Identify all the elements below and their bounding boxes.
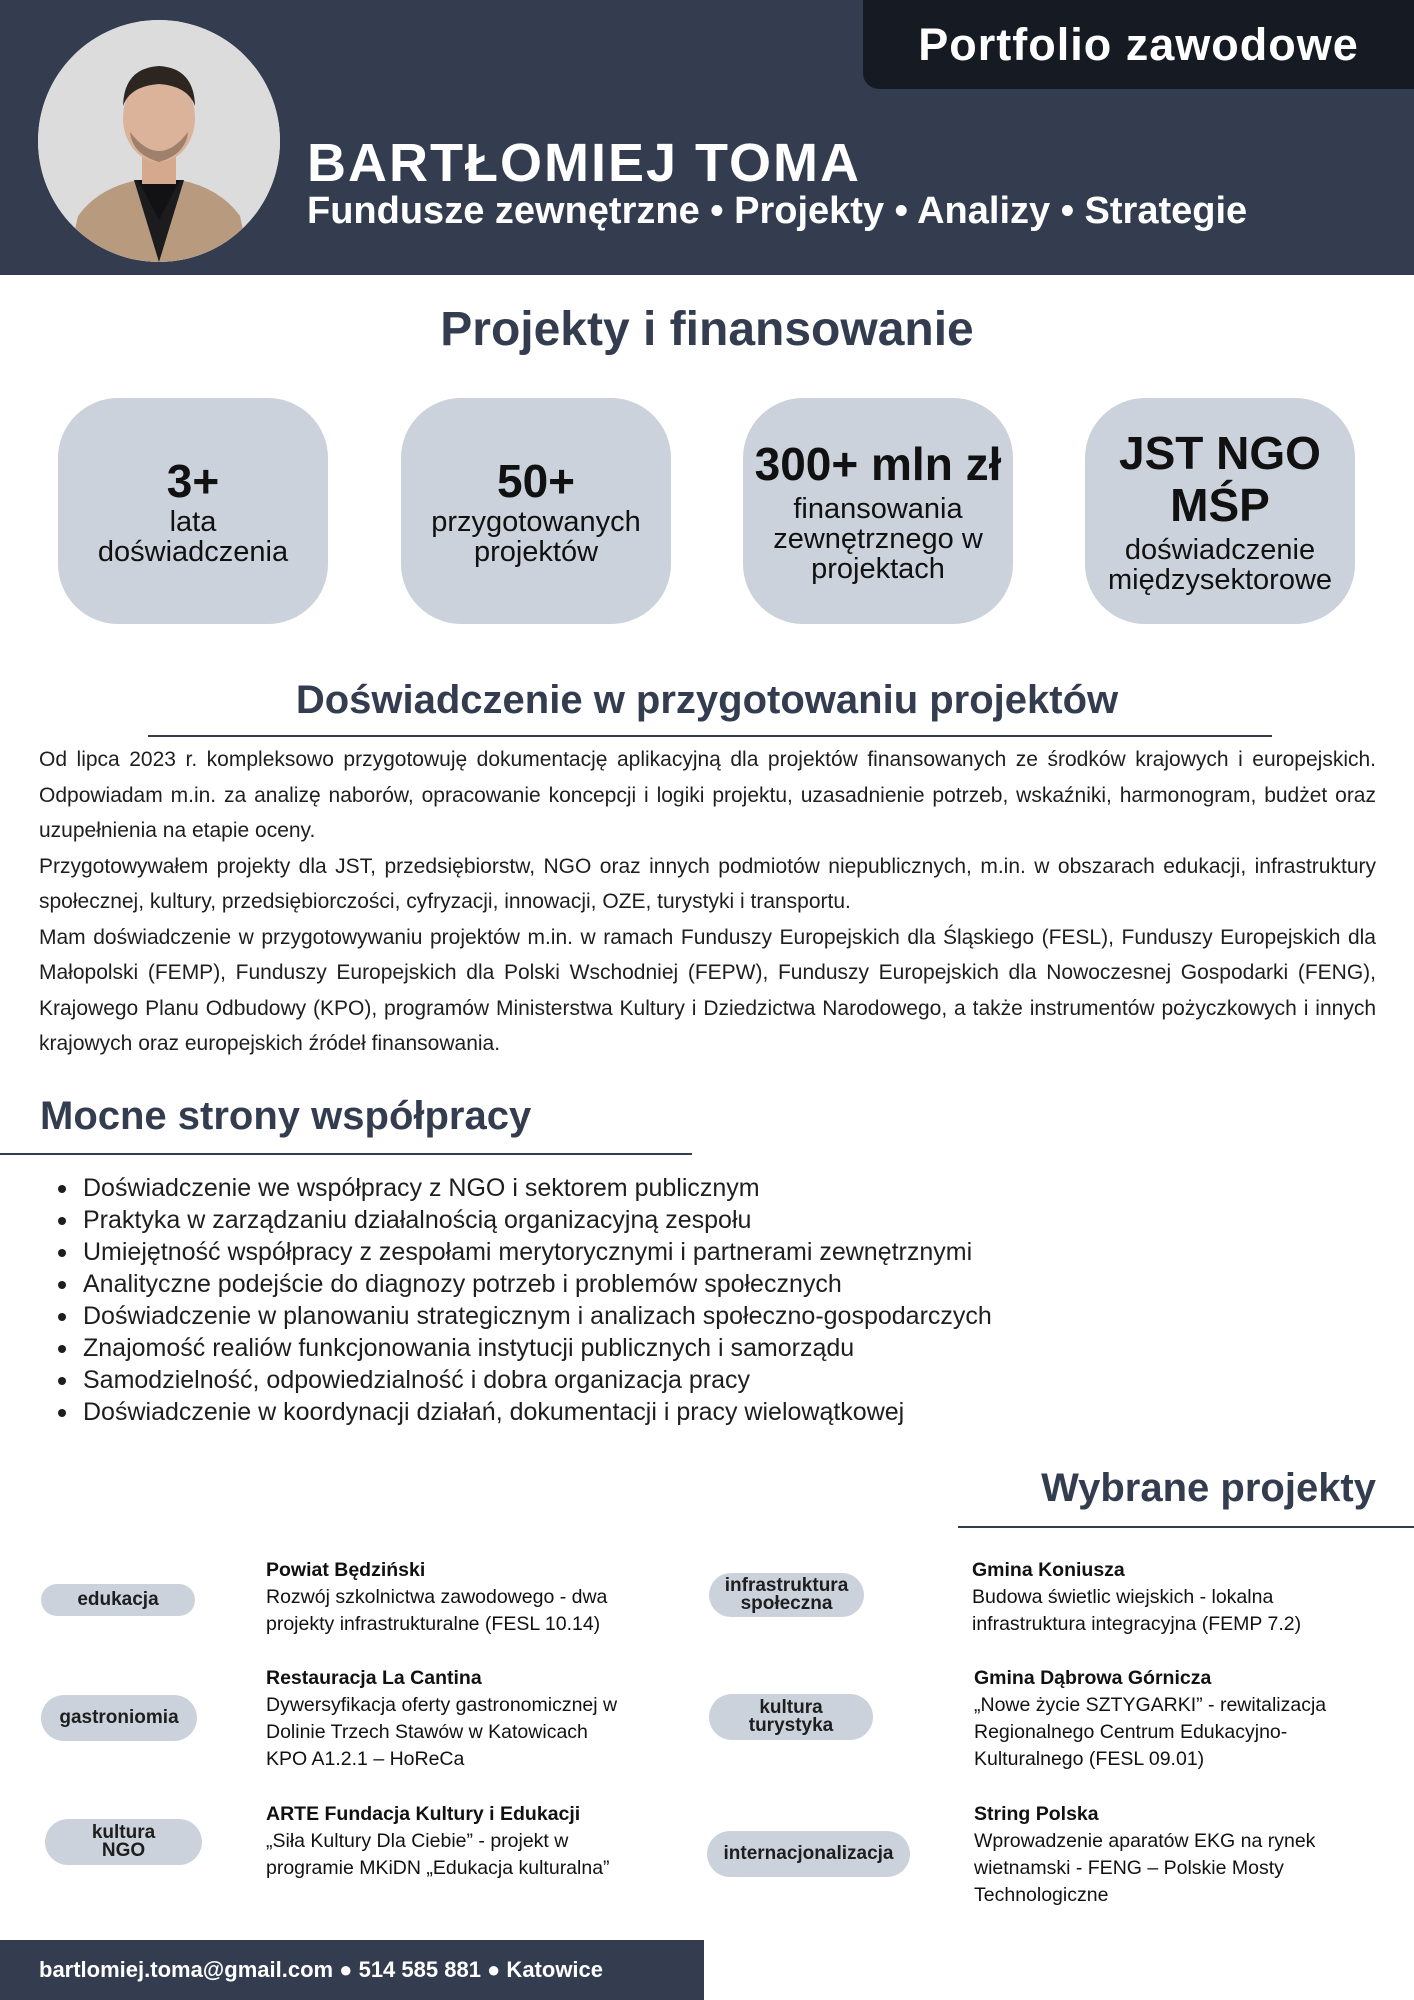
- stat-card-projects: [401, 398, 671, 624]
- stat-label-line: finansowania: [793, 493, 963, 525]
- stat-value: JST NGO: [1119, 427, 1321, 479]
- tag-pill: [709, 1694, 873, 1740]
- list-item: Doświadczenie we współpracy z NGO i sektorem publicznym: [56, 1172, 992, 1204]
- project-title: Gmina Dąbrowa Górnicza: [974, 1667, 1212, 1689]
- project-desc-line: projekty infrastrukturalne (FESL 10.14): [266, 1613, 601, 1635]
- tag-label: kultura: [759, 1697, 823, 1718]
- header-banner: [0, 0, 1414, 275]
- list-item: Znajomość realiów funkcjonowania instytucji publicznych i samorządu: [56, 1332, 992, 1364]
- project-desc-line: wietnamski - FENG – Polskie Mosty: [974, 1857, 1284, 1879]
- project-desc-line: infrastruktura integracyjna (FEMP 7.2): [972, 1613, 1302, 1635]
- section-title-selected: Wybrane projekty: [1041, 1466, 1376, 1510]
- project-entry: [972, 1557, 1372, 1638]
- project-desc-line: Wprowadzenie aparatów EKG na rynek: [974, 1830, 1316, 1852]
- project-desc-line: „Siła Kultury Dla Ciebie” - projekt w: [266, 1830, 569, 1852]
- avatar: [38, 20, 280, 262]
- stat-label-line: projektów: [473, 536, 599, 568]
- stat-label-line: doświadczenie: [1124, 534, 1316, 566]
- contact-footer: [0, 1940, 704, 2000]
- stat-value: 300+ mln zł: [754, 438, 1002, 490]
- divider: [958, 1526, 1414, 1528]
- tag-label: internacjonalizacja: [723, 1843, 894, 1864]
- project-desc-line: Regionalnego Centrum Edukacyjno-: [974, 1721, 1288, 1743]
- project-desc-line: „Nowe życie SZTYGARKI” - rewitalizacja: [974, 1694, 1327, 1716]
- stat-label-line: przygotowanych: [431, 506, 641, 538]
- section-title-experience: Doświadczenie w przygotowaniu projektów: [295, 678, 1119, 722]
- stat-label-line: doświadczenia: [97, 536, 289, 568]
- project-desc-line: Dolinie Trzech Stawów w Katowicach: [266, 1721, 588, 1743]
- list-item: Doświadczenie w koordynacji działań, dokumentacji i pracy wielowątkowej: [56, 1396, 992, 1428]
- list-item: Umiejętność współpracy z zespołami merytorycznymi i partnerami zewnętrznymi: [56, 1236, 992, 1268]
- project-entry: [974, 1665, 1394, 1773]
- project-desc-line: KPO A1.2.1 – HoReCa: [266, 1748, 465, 1770]
- tag-label: turystyka: [748, 1715, 834, 1736]
- section-title-projects: Projekty i finansowanie: [440, 303, 974, 356]
- divider: [148, 735, 1272, 737]
- project-desc-line: Budowa świetlic wiejskich - lokalna: [972, 1586, 1274, 1608]
- stat-card-sectors: [1085, 398, 1355, 624]
- stat-label-line: międzysektorowe: [1107, 564, 1333, 596]
- tag-label: infrastruktura: [724, 1575, 849, 1596]
- project-entry: [266, 1801, 686, 1882]
- project-title: String Polska: [974, 1803, 1099, 1825]
- project-desc-line: Kulturalnego (FESL 09.01): [974, 1748, 1205, 1770]
- tag-pill: [45, 1819, 202, 1865]
- project-entry: [266, 1665, 686, 1773]
- experience-text: [39, 742, 1376, 1062]
- paragraph: Mam doświadczenie w przygotowywaniu projektów m.in. w ramach Funduszy Europejskich dla Śląskiego (FESL), Funduszy Europejskich dla Małopolski (FEMP), Funduszy Europejskich dla Polski Wschodniej (FEPW), Funduszy Europejskich dla Nowoczesnej Gospodarki (FENG), Krajowego Planu Odbudowy (KPO), programów Ministerstwa Kultury i Dziedzictwa Narodowego, a także instrumentów pożyczkowych i innych krajowych oraz europejskich źródeł finansowania.: [39, 925, 1376, 1055]
- list-item: Praktyka w zarządzaniu działalnością organizacyjną zespołu: [56, 1204, 992, 1236]
- project-desc-line: Dywersyfikacja oferty gastronomicznej w: [266, 1694, 618, 1716]
- tag-pill: [41, 1584, 195, 1616]
- paragraph: Od lipca 2023 r. kompleksowo przygotowuję dokumentację aplikacyjną dla projektów finansowanych ze środków krajowych i europejskich. Odpowiadam m.in. za analizę naborów, opracowanie koncepcji i logiki projektu, uzasadnienie potrzeb, wskaźniki, harmonogram, budżet oraz uzupełnienia na etapie oceny.: [39, 748, 1376, 842]
- project-desc-line: Rozwój szkolnictwa zawodowego - dwa: [266, 1586, 608, 1608]
- project-title: Powiat Będziński: [266, 1559, 426, 1581]
- list-item: Samodzielność, odpowiedzialność i dobra organizacja pracy: [56, 1364, 992, 1396]
- stat-card-funding: [743, 398, 1013, 624]
- contact-info: bartlomiej.toma@gmail.com ● 514 585 881 ● Katowice: [39, 1957, 604, 1982]
- stat-value: MŚP: [1170, 479, 1270, 531]
- stat-label-line: lata: [169, 506, 217, 538]
- tagline: Fundusze zewnętrzne • Projekty • Analizy • Strategie: [307, 190, 1248, 232]
- stat-label-line: projektach: [811, 553, 945, 585]
- section-title-strengths: Mocne strony współpracy: [40, 1094, 532, 1138]
- project-entry: [974, 1801, 1394, 1909]
- tag-label: kultura: [91, 1822, 156, 1843]
- paragraph: Przygotowywałem projekty dla JST, przedsiębiorstw, NGO oraz innych podmiotów niepublicznych, m.in. w obszarach edukacji, infrastruktury społecznej, kultury, przedsiębiorczości, cyfryzacji, innowacji, OZE, turystyki i transportu.: [39, 854, 1376, 913]
- divider: [0, 1153, 692, 1155]
- tag-label: NGO: [101, 1840, 146, 1861]
- stat-label-line: zewnętrznego w: [773, 523, 983, 555]
- project-title: ARTE Fundacja Kultury i Edukacji: [266, 1803, 581, 1825]
- stat-card-experience: [58, 398, 328, 624]
- project-title: Restauracja La Cantina: [266, 1667, 482, 1689]
- tag-label: edukacja: [77, 1589, 159, 1610]
- list-item: Doświadczenie w planowaniu strategicznym i analizach społeczno-gospodarczych: [56, 1300, 992, 1332]
- list-item: Analityczne podejście do diagnozy potrzeb i problemów społecznych: [56, 1268, 992, 1300]
- portfolio-badge: Portfolio zawodowe: [863, 0, 1414, 89]
- strengths-list: [56, 1172, 992, 1428]
- stat-value: 50+: [496, 455, 576, 507]
- portrait-photo: [38, 20, 280, 262]
- project-desc-line: Technologiczne: [974, 1884, 1109, 1906]
- tag-pill: [41, 1695, 197, 1741]
- tag-label: gastroniomia: [59, 1707, 179, 1728]
- tag-pill: [709, 1573, 864, 1617]
- stat-value: 3+: [166, 455, 220, 507]
- project-title: Gmina Koniusza: [972, 1559, 1125, 1581]
- project-desc-line: programie MKiDN „Edukacja kulturalna”: [266, 1857, 610, 1879]
- tag-pill: [707, 1831, 910, 1877]
- person-name: BARTŁOMIEJ TOMA: [307, 133, 861, 193]
- tag-label: społeczna: [740, 1593, 833, 1614]
- project-entry: [266, 1557, 666, 1638]
